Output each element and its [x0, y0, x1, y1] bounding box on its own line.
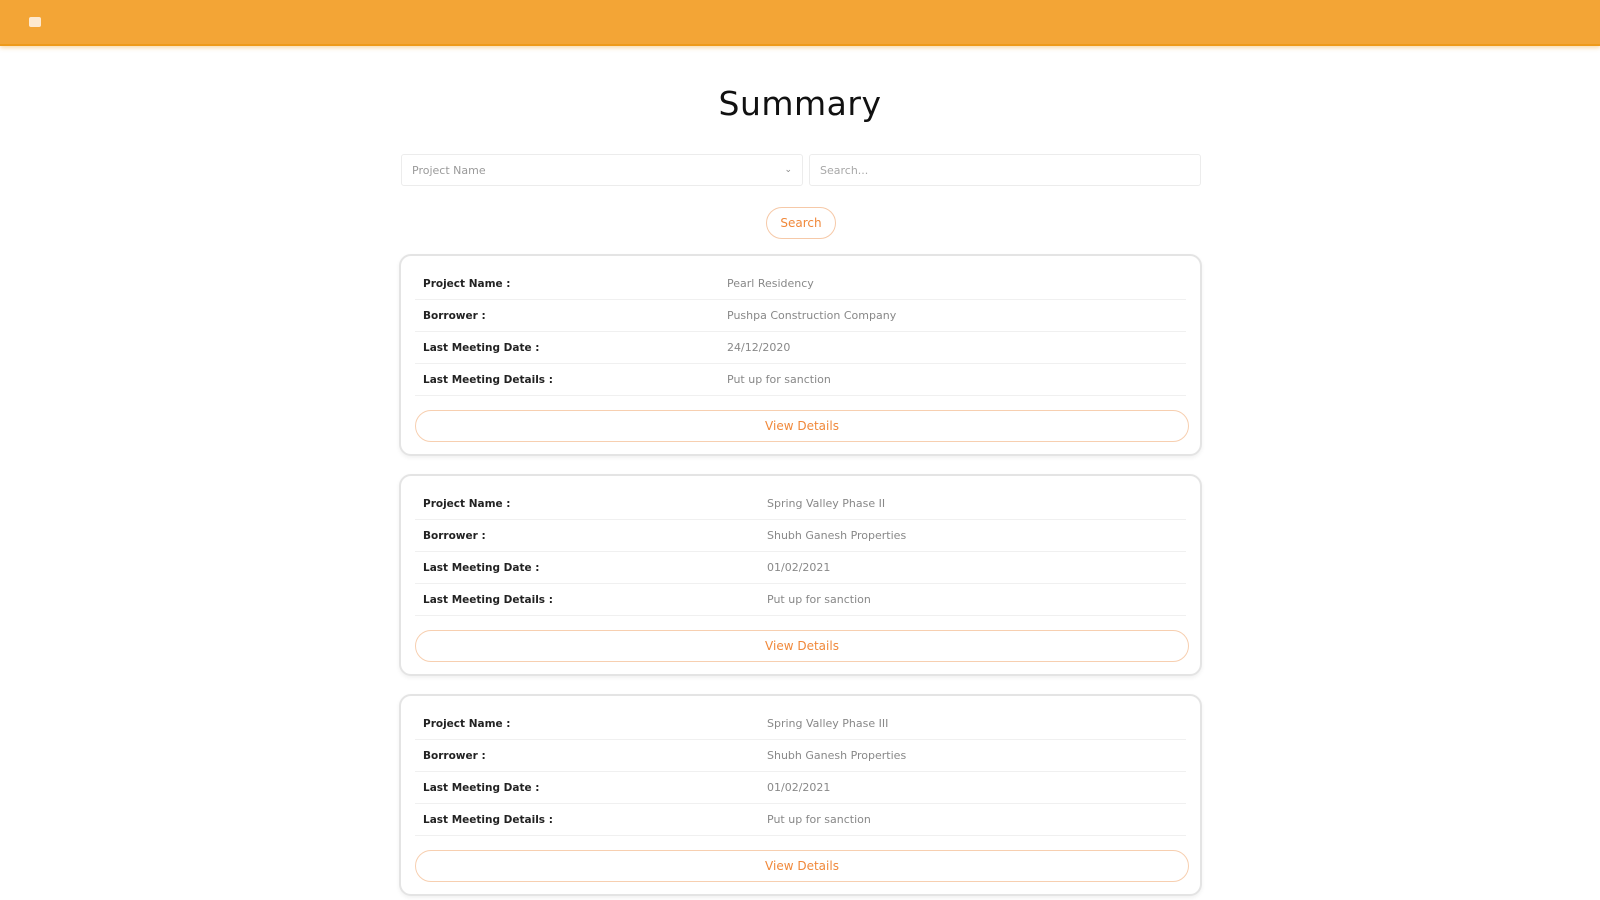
search-input[interactable]: [809, 154, 1201, 186]
label-last-meeting-details: Last Meeting Details :: [423, 593, 553, 606]
project-card: [399, 694, 1202, 896]
value-project-name: Spring Valley Phase II: [767, 497, 886, 510]
value-project-name: Spring Valley Phase III: [767, 717, 889, 730]
label-borrower: Borrower :: [423, 529, 486, 542]
value-last-meeting-details: Put up for sanction: [767, 813, 871, 826]
row-last-meeting-details: [415, 804, 1186, 836]
row-project-name: [415, 488, 1186, 520]
page-title: Summary: [718, 84, 882, 123]
label-last-meeting-date: Last Meeting Date :: [423, 781, 540, 794]
label-project-name: Project Name :: [423, 717, 511, 730]
value-last-meeting-date: 01/02/2021: [767, 781, 831, 794]
project-select-value: Project Name: [412, 163, 486, 177]
label-last-meeting-details: Last Meeting Details :: [423, 813, 553, 826]
label-borrower: Borrower :: [423, 309, 486, 322]
label-borrower: Borrower :: [423, 749, 486, 762]
view-details-button[interactable]: View Details: [415, 410, 1189, 442]
row-borrower: [415, 300, 1186, 332]
row-last-meeting-date: [415, 772, 1186, 804]
search-button[interactable]: Search: [766, 207, 836, 239]
row-borrower: [415, 740, 1186, 772]
row-last-meeting-date: [415, 332, 1186, 364]
value-last-meeting-details: Put up for sanction: [727, 373, 831, 386]
label-project-name: Project Name :: [423, 277, 511, 290]
project-card: [399, 474, 1202, 676]
value-borrower: Pushpa Construction Company: [727, 309, 897, 322]
value-last-meeting-date: 24/12/2020: [727, 341, 791, 354]
label-last-meeting-date: Last Meeting Date :: [423, 341, 540, 354]
value-borrower: Shubh Ganesh Properties: [767, 749, 907, 762]
value-last-meeting-date: 01/02/2021: [767, 561, 831, 574]
view-details-button[interactable]: View Details: [415, 850, 1189, 882]
label-last-meeting-date: Last Meeting Date :: [423, 561, 540, 574]
project-card: [399, 254, 1202, 456]
hamburger-icon[interactable]: [29, 17, 41, 27]
label-last-meeting-details: Last Meeting Details :: [423, 373, 553, 386]
value-last-meeting-details: Put up for sanction: [767, 593, 871, 606]
row-project-name: [415, 708, 1186, 740]
view-details-button[interactable]: View Details: [415, 630, 1189, 662]
value-project-name: Pearl Residency: [727, 277, 814, 290]
value-borrower: Shubh Ganesh Properties: [767, 529, 907, 542]
top-app-bar: [0, 0, 1600, 46]
filter-bar: [401, 154, 1201, 186]
chevron-down-icon: ⌄: [784, 165, 792, 175]
row-project-name: [415, 268, 1186, 300]
label-project-name: Project Name :: [423, 497, 511, 510]
row-borrower: [415, 520, 1186, 552]
project-name-select[interactable]: [401, 154, 803, 186]
row-last-meeting-date: [415, 552, 1186, 584]
row-last-meeting-details: [415, 584, 1186, 616]
row-last-meeting-details: [415, 364, 1186, 396]
